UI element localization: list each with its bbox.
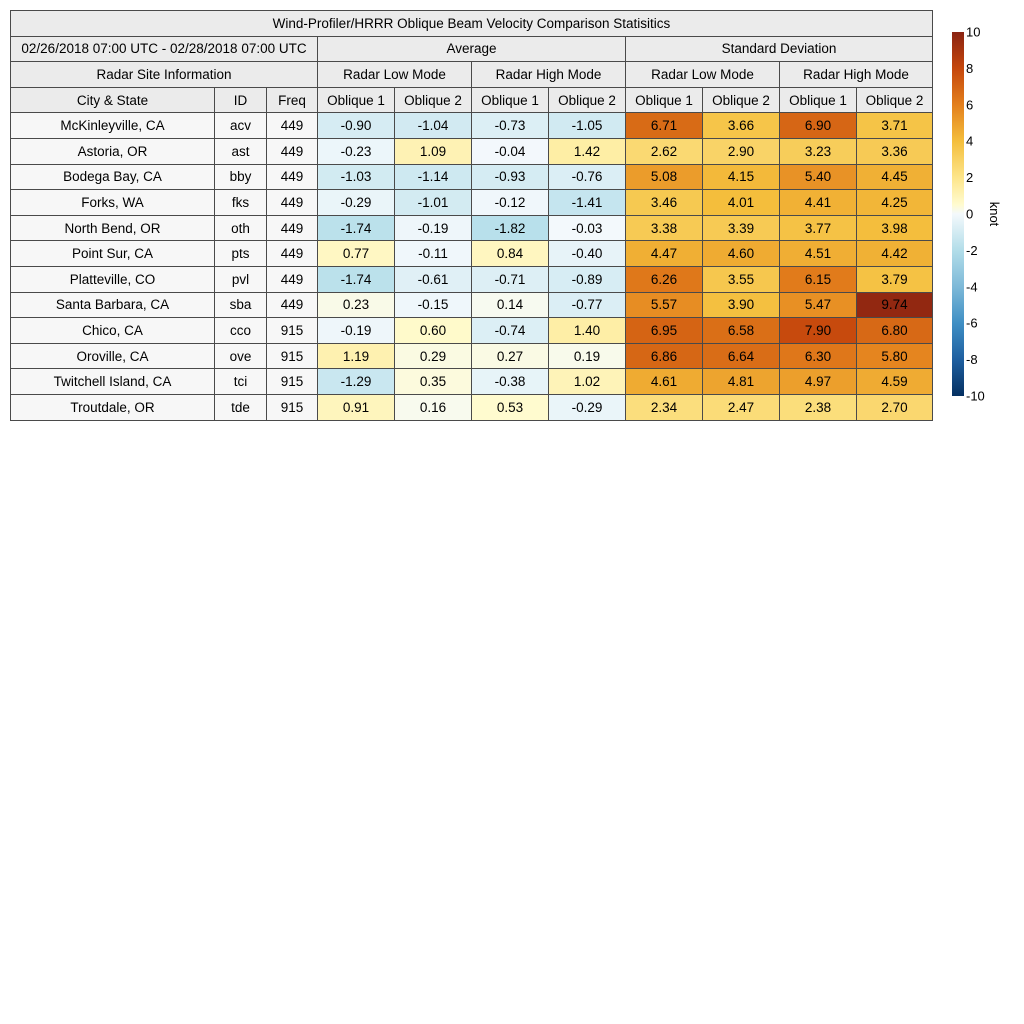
data-cell: 6.30 bbox=[780, 343, 857, 369]
data-cell: 6.15 bbox=[780, 266, 857, 292]
table-row bbox=[11, 215, 933, 241]
data-cell: 4.81 bbox=[703, 369, 780, 395]
data-cell: 0.27 bbox=[472, 343, 549, 369]
table-row bbox=[11, 369, 933, 395]
colorbar-tick-label: -6 bbox=[966, 315, 978, 331]
data-cell: -0.38 bbox=[472, 369, 549, 395]
data-cell: 4.25 bbox=[857, 190, 933, 216]
data-cell: -1.03 bbox=[318, 164, 395, 190]
data-cell: -0.40 bbox=[549, 241, 626, 267]
data-cell: 3.77 bbox=[780, 215, 857, 241]
site-id: cco bbox=[215, 318, 267, 344]
data-cell: 3.98 bbox=[857, 215, 933, 241]
mode-header-std-high: Radar High Mode bbox=[780, 62, 933, 88]
data-cell: -0.12 bbox=[472, 190, 549, 216]
site-city: Bodega Bay, CA bbox=[11, 164, 215, 190]
site-freq: 915 bbox=[267, 343, 318, 369]
mode-header-std-low: Radar Low Mode bbox=[626, 62, 780, 88]
data-cell: 5.47 bbox=[780, 292, 857, 318]
table-title: Wind-Profiler/HRRR Oblique Beam Velocity Comparison Statisitics bbox=[11, 11, 933, 37]
data-cell: 2.47 bbox=[703, 394, 780, 420]
colorbar-tick-label: -2 bbox=[966, 242, 978, 258]
data-cell: 6.90 bbox=[780, 113, 857, 139]
site-freq: 449 bbox=[267, 266, 318, 292]
data-cell: 3.55 bbox=[703, 266, 780, 292]
data-cell: 1.02 bbox=[549, 369, 626, 395]
data-cell: -0.15 bbox=[395, 292, 472, 318]
column-header-avg-low-oblique-2: Oblique 2 bbox=[395, 87, 472, 113]
data-cell: -1.29 bbox=[318, 369, 395, 395]
site-freq: 915 bbox=[267, 394, 318, 420]
site-freq: 449 bbox=[267, 241, 318, 267]
site-id: pts bbox=[215, 241, 267, 267]
colorbar-tick-label: -4 bbox=[966, 279, 978, 295]
data-cell: 2.70 bbox=[857, 394, 933, 420]
data-cell: 0.77 bbox=[318, 241, 395, 267]
data-cell: 3.66 bbox=[703, 113, 780, 139]
site-info-header: Radar Site Information bbox=[11, 62, 318, 88]
data-cell: 1.40 bbox=[549, 318, 626, 344]
site-id: tci bbox=[215, 369, 267, 395]
site-city: Santa Barbara, CA bbox=[11, 292, 215, 318]
data-cell: -1.04 bbox=[395, 113, 472, 139]
site-freq: 449 bbox=[267, 190, 318, 216]
data-cell: 4.45 bbox=[857, 164, 933, 190]
colorbar-tick-label: -10 bbox=[966, 388, 985, 404]
column-header-std-low-oblique-1: Oblique 1 bbox=[626, 87, 703, 113]
data-cell: -0.61 bbox=[395, 266, 472, 292]
data-cell: 3.39 bbox=[703, 215, 780, 241]
data-cell: -0.76 bbox=[549, 164, 626, 190]
average-header: Average bbox=[318, 36, 626, 62]
site-id: oth bbox=[215, 215, 267, 241]
data-cell: 4.41 bbox=[780, 190, 857, 216]
site-city: Oroville, CA bbox=[11, 343, 215, 369]
colorbar-tick-label: 2 bbox=[966, 170, 974, 186]
colorbar-tick-label: 0 bbox=[966, 206, 974, 222]
data-cell: 7.90 bbox=[780, 318, 857, 344]
table-row bbox=[11, 266, 933, 292]
data-cell: -0.23 bbox=[318, 138, 395, 164]
data-cell: -1.01 bbox=[395, 190, 472, 216]
data-cell: 3.46 bbox=[626, 190, 703, 216]
data-cell: 3.71 bbox=[857, 113, 933, 139]
data-cell: 6.71 bbox=[626, 113, 703, 139]
data-cell: 0.19 bbox=[549, 343, 626, 369]
colorbar-tick-label: 8 bbox=[966, 60, 974, 76]
site-city: North Bend, OR bbox=[11, 215, 215, 241]
data-cell: 0.84 bbox=[472, 241, 549, 267]
site-id: bby bbox=[215, 164, 267, 190]
column-header-city: City & State bbox=[11, 87, 215, 113]
data-cell: 3.23 bbox=[780, 138, 857, 164]
site-freq: 915 bbox=[267, 369, 318, 395]
data-cell: 2.90 bbox=[703, 138, 780, 164]
site-freq: 449 bbox=[267, 138, 318, 164]
site-freq: 449 bbox=[267, 113, 318, 139]
data-cell: 3.38 bbox=[626, 215, 703, 241]
table-row bbox=[11, 318, 933, 344]
std-deviation-header: Standard Deviation bbox=[626, 36, 933, 62]
site-city: Twitchell Island, CA bbox=[11, 369, 215, 395]
data-cell: -0.11 bbox=[395, 241, 472, 267]
site-city: Troutdale, OR bbox=[11, 394, 215, 420]
site-freq: 449 bbox=[267, 215, 318, 241]
table-row bbox=[11, 190, 933, 216]
data-cell: 5.57 bbox=[626, 292, 703, 318]
data-cell: 5.08 bbox=[626, 164, 703, 190]
site-city: Point Sur, CA bbox=[11, 241, 215, 267]
site-id: tde bbox=[215, 394, 267, 420]
data-cell: 6.95 bbox=[626, 318, 703, 344]
column-header-std-high-oblique-1: Oblique 1 bbox=[780, 87, 857, 113]
data-cell: -1.05 bbox=[549, 113, 626, 139]
data-cell: 5.80 bbox=[857, 343, 933, 369]
column-header-avg-high-oblique-1: Oblique 1 bbox=[472, 87, 549, 113]
data-cell: 4.97 bbox=[780, 369, 857, 395]
table-row bbox=[11, 113, 933, 139]
data-cell: 6.80 bbox=[857, 318, 933, 344]
data-cell: 2.38 bbox=[780, 394, 857, 420]
data-cell: 4.59 bbox=[857, 369, 933, 395]
data-cell: -0.19 bbox=[318, 318, 395, 344]
site-city: Astoria, OR bbox=[11, 138, 215, 164]
data-cell: -0.29 bbox=[549, 394, 626, 420]
data-cell: 6.58 bbox=[703, 318, 780, 344]
data-cell: 0.29 bbox=[395, 343, 472, 369]
data-cell: 0.60 bbox=[395, 318, 472, 344]
column-header-freq: Freq bbox=[267, 87, 318, 113]
site-id: sba bbox=[215, 292, 267, 318]
mode-header-avg-high: Radar High Mode bbox=[472, 62, 626, 88]
statistics-table bbox=[10, 10, 933, 421]
site-freq: 449 bbox=[267, 292, 318, 318]
site-city: McKinleyville, CA bbox=[11, 113, 215, 139]
data-cell: 0.53 bbox=[472, 394, 549, 420]
data-cell: -0.03 bbox=[549, 215, 626, 241]
data-cell: 9.74 bbox=[857, 292, 933, 318]
data-cell: -0.73 bbox=[472, 113, 549, 139]
data-cell: -0.77 bbox=[549, 292, 626, 318]
data-cell: -0.74 bbox=[472, 318, 549, 344]
colorbar-tick-label: 10 bbox=[966, 26, 981, 40]
data-cell: -1.74 bbox=[318, 215, 395, 241]
date-range: 02/26/2018 07:00 UTC - 02/28/2018 07:00 UTC bbox=[11, 36, 318, 62]
colorbar-gradient bbox=[952, 32, 964, 396]
site-id: fks bbox=[215, 190, 267, 216]
data-cell: 0.91 bbox=[318, 394, 395, 420]
data-cell: 4.01 bbox=[703, 190, 780, 216]
site-id: ove bbox=[215, 343, 267, 369]
data-cell: -0.29 bbox=[318, 190, 395, 216]
data-cell: 4.15 bbox=[703, 164, 780, 190]
data-cell: -0.93 bbox=[472, 164, 549, 190]
table-row bbox=[11, 138, 933, 164]
colorbar-label: knot bbox=[987, 201, 1002, 227]
data-cell: -0.89 bbox=[549, 266, 626, 292]
site-freq: 449 bbox=[267, 164, 318, 190]
data-cell: -1.74 bbox=[318, 266, 395, 292]
data-cell: 1.42 bbox=[549, 138, 626, 164]
data-cell: 0.14 bbox=[472, 292, 549, 318]
data-cell: 2.34 bbox=[626, 394, 703, 420]
data-cell: 4.47 bbox=[626, 241, 703, 267]
site-city: Chico, CA bbox=[11, 318, 215, 344]
data-cell: 4.51 bbox=[780, 241, 857, 267]
data-cell: 4.42 bbox=[857, 241, 933, 267]
data-cell: 4.60 bbox=[703, 241, 780, 267]
table-row bbox=[11, 343, 933, 369]
data-cell: 2.62 bbox=[626, 138, 703, 164]
data-cell: 3.79 bbox=[857, 266, 933, 292]
table-row bbox=[11, 292, 933, 318]
site-id: ast bbox=[215, 138, 267, 164]
data-cell: 0.16 bbox=[395, 394, 472, 420]
data-cell: -0.90 bbox=[318, 113, 395, 139]
site-freq: 915 bbox=[267, 318, 318, 344]
data-cell: -0.04 bbox=[472, 138, 549, 164]
colorbar bbox=[946, 26, 1016, 406]
data-cell: 1.19 bbox=[318, 343, 395, 369]
data-cell: 5.40 bbox=[780, 164, 857, 190]
column-header-std-high-oblique-2: Oblique 2 bbox=[857, 87, 933, 113]
data-cell: 3.90 bbox=[703, 292, 780, 318]
data-cell: -1.41 bbox=[549, 190, 626, 216]
data-cell: 0.23 bbox=[318, 292, 395, 318]
column-header-avg-low-oblique-1: Oblique 1 bbox=[318, 87, 395, 113]
table-row bbox=[11, 394, 933, 420]
data-cell: 0.35 bbox=[395, 369, 472, 395]
table-row bbox=[11, 164, 933, 190]
column-header-avg-high-oblique-2: Oblique 2 bbox=[549, 87, 626, 113]
site-id: acv bbox=[215, 113, 267, 139]
data-cell: 4.61 bbox=[626, 369, 703, 395]
column-header-id: ID bbox=[215, 87, 267, 113]
colorbar-tick-label: 4 bbox=[966, 133, 974, 149]
site-id: pvl bbox=[215, 266, 267, 292]
site-city: Platteville, CO bbox=[11, 266, 215, 292]
table-row bbox=[11, 241, 933, 267]
column-header-std-low-oblique-2: Oblique 2 bbox=[703, 87, 780, 113]
data-cell: -0.71 bbox=[472, 266, 549, 292]
data-cell: 6.86 bbox=[626, 343, 703, 369]
mode-header-avg-low: Radar Low Mode bbox=[318, 62, 472, 88]
data-cell: -1.82 bbox=[472, 215, 549, 241]
colorbar-tick-label: 6 bbox=[966, 97, 974, 113]
colorbar-tick-label: -8 bbox=[966, 352, 978, 368]
data-cell: -1.14 bbox=[395, 164, 472, 190]
data-cell: 3.36 bbox=[857, 138, 933, 164]
site-city: Forks, WA bbox=[11, 190, 215, 216]
data-cell: 6.26 bbox=[626, 266, 703, 292]
data-cell: 6.64 bbox=[703, 343, 780, 369]
data-cell: -0.19 bbox=[395, 215, 472, 241]
data-cell: 1.09 bbox=[395, 138, 472, 164]
